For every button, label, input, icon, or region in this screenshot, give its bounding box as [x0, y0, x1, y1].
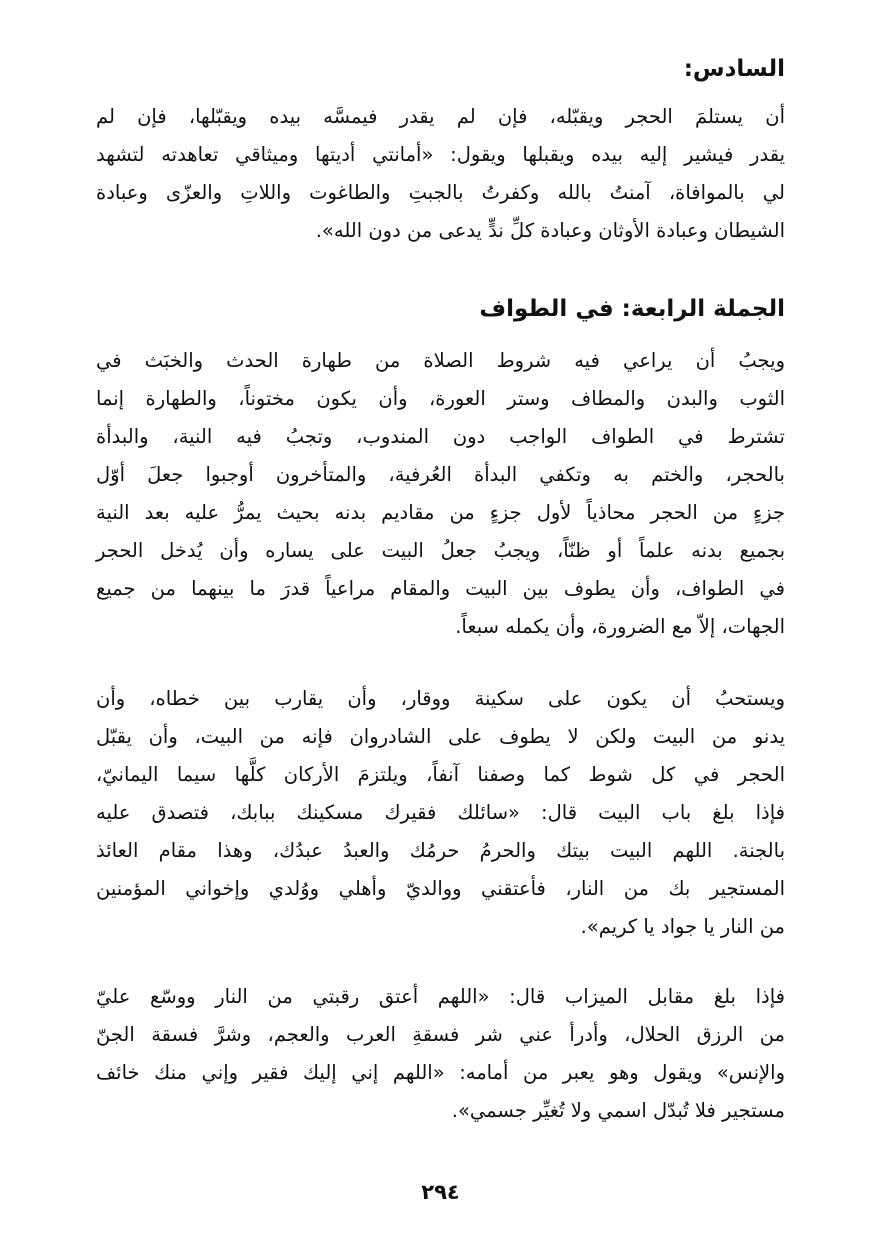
text-line: ويستحبُ أن يكون على سكينة ووقار، وأن يقارب بين خطاه، وأن [96, 687, 785, 710]
chapter-heading: الجملة الرابعة: في الطواف [479, 296, 785, 322]
text-line: مستجير فلا تُبدّل اسمي ولا تُغيِّر جسمي». [451, 1099, 785, 1122]
text-line: الشيطان وعبادة الأوثان وعبادة كلِّ ندٍّ يدعى من دون الله». [315, 219, 785, 242]
page-number: ٢٩٤ [421, 1180, 460, 1204]
obligations-paragraph [96, 342, 785, 646]
text-line: فإذا بلغ مقابل الميزاب قال: «اللهم أعتق رقبتي من النار ووسّع عليّ [96, 985, 785, 1008]
text-line: تشترط في الطواف الواجب دون المندوب، وتجبُ فيه النية، والبدأة [96, 425, 785, 448]
text-line: المستجير بك من النار، فأعتقني ووالديّ وأهلي ووُلدي وإخواني المؤمنين [96, 877, 785, 900]
section-sixth-heading: السادس: [683, 56, 785, 82]
text-line: بالجنة. اللهم البيت بيتك والحرمُ حرمُك والعبدُ عبدُك، وهذا مقام العائذ [96, 839, 785, 862]
text-line: يقدر فيشير إليه بيده ويقبلها ويقول: «أمانتي أديتها وميثاقي تعاهدته لتشهد [96, 143, 785, 166]
text-line: في الطواف، وأن يطوف بين البيت والمقام مراعياً قدرَ ما بينهما من جميع [96, 577, 785, 600]
text-line: لي بالموافاة، آمنتُ بالله وكفرتُ بالجبتِ والطاغوت واللاتِ والعزّى وعبادة [96, 181, 785, 204]
text-line: أن يستلمَ الحجر ويقبّله، فإن لم يقدر فيمسَّه بيده ويقبّلها، فإن لم [96, 105, 785, 128]
text-line: الجهات، إلاّ مع الضرورة، وأن يكمله سبعاً. [455, 615, 785, 638]
text-line: من النار يا جواد يا كريم». [580, 915, 785, 938]
text-line: جزءٍ من الحجر محاذياً لأول جزءٍ من مقاديم بدنه بحيث يمرُّ عليه بعد النية [96, 501, 785, 524]
text-line: ويجبُ أن يراعي فيه شروط الصلاة من طهارة الحدث والخبَث في [96, 349, 785, 372]
text-line: الحجر في كل شوط كما وصفنا آنفاً، ويلتزمَ الأركان كلَّها سيما اليمانيّ، [96, 763, 785, 786]
text-line: والإنس» ويقول وهو يعبر من أمامه: «اللهم إني إليك فقير وإني منك خائف [96, 1061, 785, 1084]
section-sixth-paragraph [96, 98, 785, 250]
text-line: بجميع بدنه علماً أو ظنّاً، ويجبُ جعلُ البيت على يساره وأن يُدخل الحجر [96, 539, 785, 562]
text-line: يدنو من البيت ولكن لا يطوف على الشادروان فإنه من البيت، وأن يقبّل [96, 725, 785, 748]
text-line: من الرزق الحلال، وأدرأ عني شر فسقةِ العرب والعجم، وشرَّ فسقة الجنّ [96, 1023, 785, 1046]
text-line: الثوب والبدن والمطاف وستر العورة، وأن يكون مختوناً، والطهارة إنما [96, 387, 785, 410]
text-line: فإذا بلغ باب البيت قال: «سائلك فقيرك مسكينك ببابك، فتصدق عليه [96, 801, 785, 824]
recommendations-paragraph [96, 680, 785, 946]
text-line: بالحجر، والختم به وتكفي البدأة العُرفية، والمتأخرون أوجبوا جعلَ أوّل [96, 463, 785, 486]
mizab-paragraph [96, 978, 785, 1130]
